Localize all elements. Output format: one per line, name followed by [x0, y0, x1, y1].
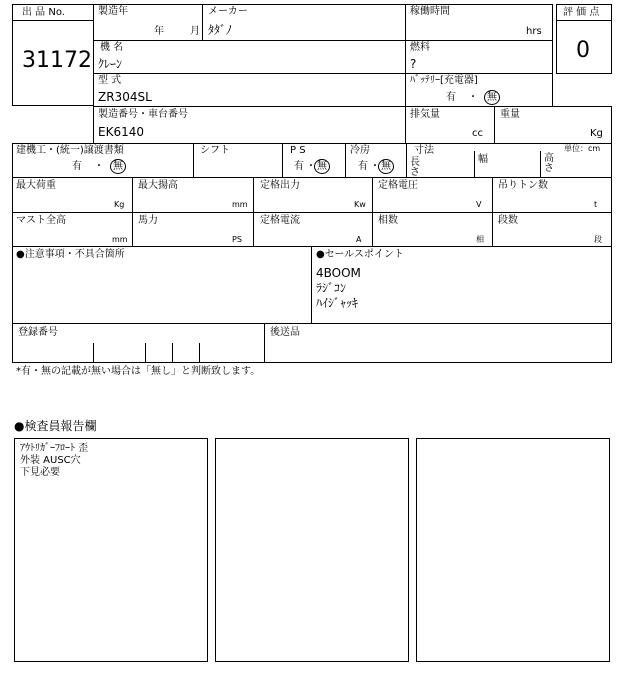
- weight-label: 重量: [500, 109, 520, 120]
- hp-unit: PS: [232, 235, 242, 244]
- max-load-unit: Kg: [114, 200, 125, 209]
- maker-value: ﾀﾀﾞﾉ: [208, 23, 233, 37]
- transfer-yes: 有: [72, 161, 82, 172]
- footnote: *有・無の記載が無い場合は「無し」と判断致します。: [16, 366, 261, 377]
- sales-line: 4BOOM: [316, 266, 361, 280]
- ps-sep: ・: [306, 161, 316, 172]
- displacement-unit: cc: [472, 128, 483, 139]
- transfer-sep: ・: [94, 161, 104, 172]
- dimensions-unit: 単位：cm: [564, 144, 601, 153]
- reg-divider: [93, 343, 94, 363]
- rated-voltage-unit: V: [476, 200, 482, 209]
- lot-no-label: 出 品 No.: [22, 7, 65, 18]
- inspector-box-2: [215, 438, 409, 662]
- fuel-value: ?: [410, 57, 417, 71]
- length-label: 長さ: [410, 157, 420, 178]
- score-label: 評 価 点: [563, 7, 600, 18]
- rated-current-label: 定格電流: [260, 215, 300, 226]
- serial-label: 製造番号・車台番号: [98, 109, 188, 120]
- hp-label: 馬力: [138, 215, 158, 226]
- name-value: ｸﾚｰﾝ: [98, 57, 123, 71]
- ton-label: 吊りトン数: [498, 180, 548, 191]
- year-label: 製造年: [98, 6, 128, 17]
- maker-label: メーカー: [208, 6, 248, 17]
- max-load-label: 最大荷重: [16, 180, 56, 191]
- battery-sep: ・: [468, 92, 478, 103]
- defects-label: ●注意事項・不具合箇所: [16, 249, 125, 260]
- phase-label: 相数: [378, 215, 398, 226]
- rated-current-unit: A: [356, 235, 362, 244]
- ps-label: P S: [290, 145, 306, 156]
- serial-value: EK6140: [98, 125, 144, 139]
- inspector-box-3: [416, 438, 610, 662]
- battery-no-circled: 無: [484, 90, 500, 105]
- model-label: 型 式: [98, 75, 122, 86]
- reg-divider: [145, 343, 146, 363]
- name-label: 機 名: [100, 42, 124, 53]
- model-value: ZR304SL: [98, 90, 152, 104]
- ton-unit: t: [594, 200, 598, 209]
- ps-yes: 有: [294, 161, 304, 172]
- phase-unit: 相: [476, 235, 484, 244]
- rated-output-unit: Kw: [354, 200, 366, 209]
- transfer-docs-label: 建機工・(統一)譲渡書類: [16, 145, 124, 156]
- stage-unit: 段: [594, 235, 602, 244]
- name-cell: [93, 40, 406, 74]
- year-unit: 年: [154, 26, 164, 37]
- fuel-label: 燃料: [410, 42, 430, 53]
- shipping-label: 後送品: [270, 327, 300, 338]
- battery-label: ﾊﾞｯﾃﾘｰ[充電器]: [410, 75, 478, 86]
- shift-label: シフト: [200, 145, 230, 156]
- sales-label: ●セールスポイント: [316, 249, 404, 260]
- sales-line: ﾗｼﾞｺﾝ: [316, 281, 347, 295]
- stage-label: 段数: [498, 215, 518, 226]
- sales-line: ﾊｲｼﾞｬｯｷ: [316, 296, 359, 310]
- hours-label: 稼働時間: [410, 6, 450, 17]
- hours-unit: hrs: [526, 26, 542, 37]
- battery-yes: 有: [446, 92, 456, 103]
- cooling-no-circled: 無: [378, 159, 394, 174]
- cooling-sep: ・: [370, 161, 380, 172]
- inspector-line: ｱｳﾄﾘｶﾞｰﾌﾛｰﾄ 歪: [20, 443, 89, 454]
- displacement-label: 排気量: [410, 109, 440, 120]
- shipping-cell: [264, 323, 612, 363]
- max-lift-unit: mm: [232, 200, 248, 209]
- height-label: 高さ: [544, 153, 554, 174]
- width-label: 幅: [478, 154, 488, 165]
- cooling-label: 冷房: [350, 145, 370, 156]
- lot-no-value: 31172: [22, 48, 92, 73]
- rated-voltage-label: 定格電圧: [378, 180, 418, 191]
- dimensions-label: 寸法: [414, 145, 434, 156]
- max-lift-label: 最大揚高: [138, 180, 178, 191]
- dim-divider-2: [540, 151, 541, 178]
- mast-label: マスト全高: [16, 215, 66, 226]
- inspector-line: 下見必要: [20, 467, 60, 478]
- inspector-line: 外装 AUSC穴: [20, 455, 81, 466]
- dim-divider-1: [474, 151, 475, 178]
- mast-unit: mm: [112, 235, 128, 244]
- weight-unit: Kg: [590, 128, 603, 139]
- transfer-no-circled: 無: [110, 159, 126, 174]
- registration-label: 登録番号: [18, 327, 58, 338]
- score-value: 0: [576, 38, 590, 63]
- reg-divider: [199, 343, 200, 363]
- month-unit: 月: [190, 26, 200, 37]
- cooling-yes: 有: [358, 161, 368, 172]
- inspector-title: ●検査員報告欄: [14, 419, 97, 433]
- reg-divider: [172, 343, 173, 363]
- ps-no-circled: 無: [314, 159, 330, 174]
- rated-output-label: 定格出力: [260, 180, 300, 191]
